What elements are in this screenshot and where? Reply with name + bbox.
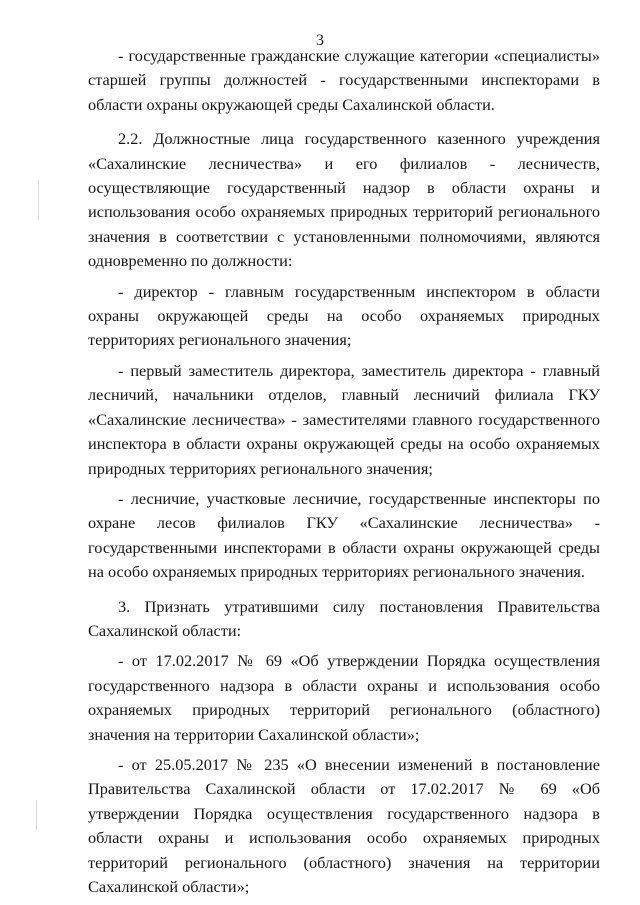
- page-number: 3: [316, 32, 324, 49]
- scan-edge-mark: [38, 180, 39, 220]
- scan-edge-mark: [36, 800, 37, 830]
- paragraph-resolution-69: - от 17.02.2017 № 69 «Об утверждении Порядка осуществления государственного надзора в области охраны и использования особо охраняемых природных территорий регионального (областного) значения на территории Сахалинской области»;: [88, 651, 600, 744]
- paragraph-specialists: - государственные гражданские служащие категории «специалисты» старшей группы должностей - государственными инспекторами в области охраны окружающей среды Сахалинской области.: [88, 46, 600, 114]
- paragraph-2-2: 2.2. Должностные лица государственного казенного учреждения «Сахалинские лесничества» и его филиалов - лесничеств, осуществляющие государственный надзор в области охраны и использования особо охраняемых природных территорий регионального значения в соответствии с установленными полномочиями, являются одновременно по должности:: [88, 129, 600, 271]
- paragraph-director: - директор - главным государственным инспектором в области охраны окружающей среды на особо охраняемых природных территориях регионального значения;: [88, 281, 600, 350]
- paragraph-foresters: - лесничие, участковые лесничие, государственные инспекторы по охране лесов филиалов ГКУ «Сахалинские лесничества» - государственными инспекторами в области охраны окружающей среды на особо охраняемых природных территориях регионального значения.: [88, 488, 600, 582]
- paragraph-deputies: - первый заместитель директора, заместитель директора - главный лесничий, начальники отделов, главный лесничий филиала ГКУ «Сахалинские лесничества» - заместителями главного государственного инспектора в области охраны окружающей среды на особо охраняемых природных территориях регионального значения;: [88, 360, 600, 478]
- document-body: [88, 44, 600, 899]
- paragraph-3: 3. Признать утратившими силу постановления Правительства Сахалинской области:: [88, 596, 600, 640]
- paragraph-resolution-235: - от 25.05.2017 № 235 «О внесении изменений в постановление Правительства Сахалинской области от 17.02.2017 № 69 «Об утверждении Порядка осуществления государственного надзора в области охраны и использования особо охраняемых природных территорий регионального (областного) значения на территории Сахалинской области»;: [88, 754, 600, 896]
